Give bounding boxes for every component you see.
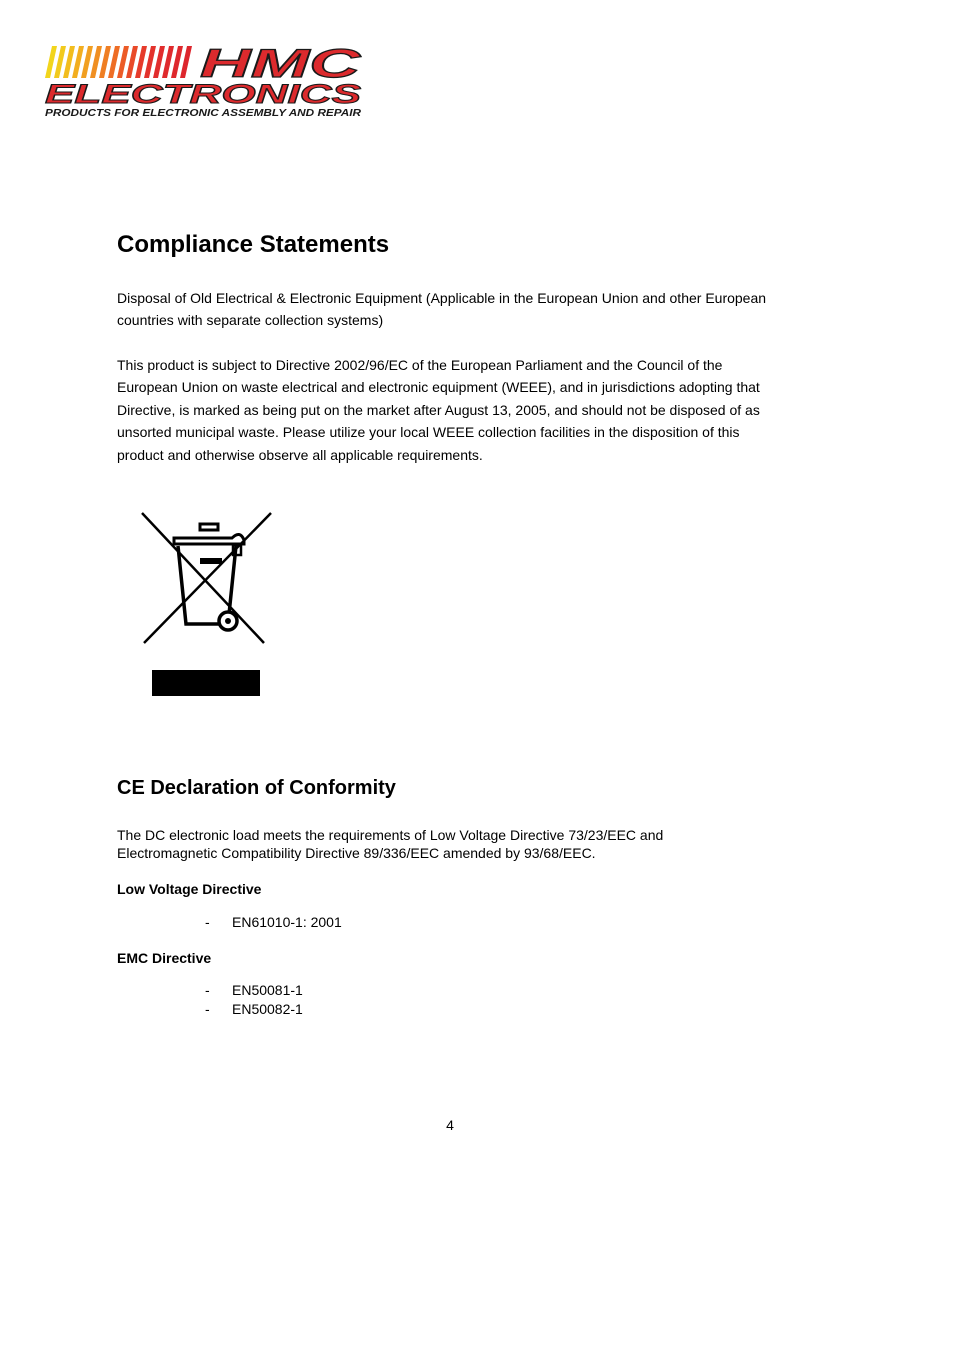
standard-label: EN61010-1: 2001 [232, 914, 342, 930]
svg-text:ELECTRONICS: ELECTRONICS [45, 79, 361, 109]
emc-heading: EMC Directive [117, 950, 212, 966]
ce-declaration-title: CE Declaration of Conformity [117, 777, 396, 799]
weee-crossed-bin-icon [140, 510, 275, 700]
standard-label: EN50082-1 [232, 1001, 303, 1017]
list-item [205, 1000, 303, 1019]
low-voltage-heading: Low Voltage Directive [117, 881, 262, 897]
standard-label: EN50081-1 [232, 982, 303, 998]
page-number: 4 [446, 1117, 454, 1133]
compliance-title: Compliance Statements [117, 231, 390, 258]
disposal-intro-paragraph: Disposal of Old Electrical & Electronic Equipment (Applicable in the European Union and other European countries with separate collection systems) [117, 290, 767, 329]
hmc-electronics-logo [42, 42, 366, 120]
list-item [205, 913, 342, 932]
list-dash: - [205, 1001, 210, 1017]
emc-standards-list [205, 981, 303, 1019]
svg-text:HMC: HMC [200, 42, 362, 86]
weee-directive-paragraph: This product is subject to Directive 2002/96/EC of the European Parliament and the Council of the European Union on waste electrical and electronic equipment (WEEE), and in jurisdictions adopting that Directive, is marked as being put on the market after August 13, 2005, and should not be disposed of as unsorted municipal waste. Please utilize your local WEEE collection facilities in the disposition of this product and otherwise observe all applicable requirements. [117, 357, 760, 463]
list-dash: - [205, 914, 210, 930]
low-voltage-standards-list [205, 913, 342, 932]
list-dash: - [205, 982, 210, 998]
ce-declaration-paragraph: The DC electronic load meets the requirements of Low Voltage Directive 73/23/EEC and Electromagnetic Compatibility Directive 89/336/EEC amended by 93/68/EEC. [117, 827, 664, 861]
svg-text:PRODUCTS FOR ELECTRONIC ASSEMB: PRODUCTS FOR ELECTRONIC ASSEMBLY AND REPAIR [45, 108, 362, 119]
list-item [205, 981, 303, 1000]
